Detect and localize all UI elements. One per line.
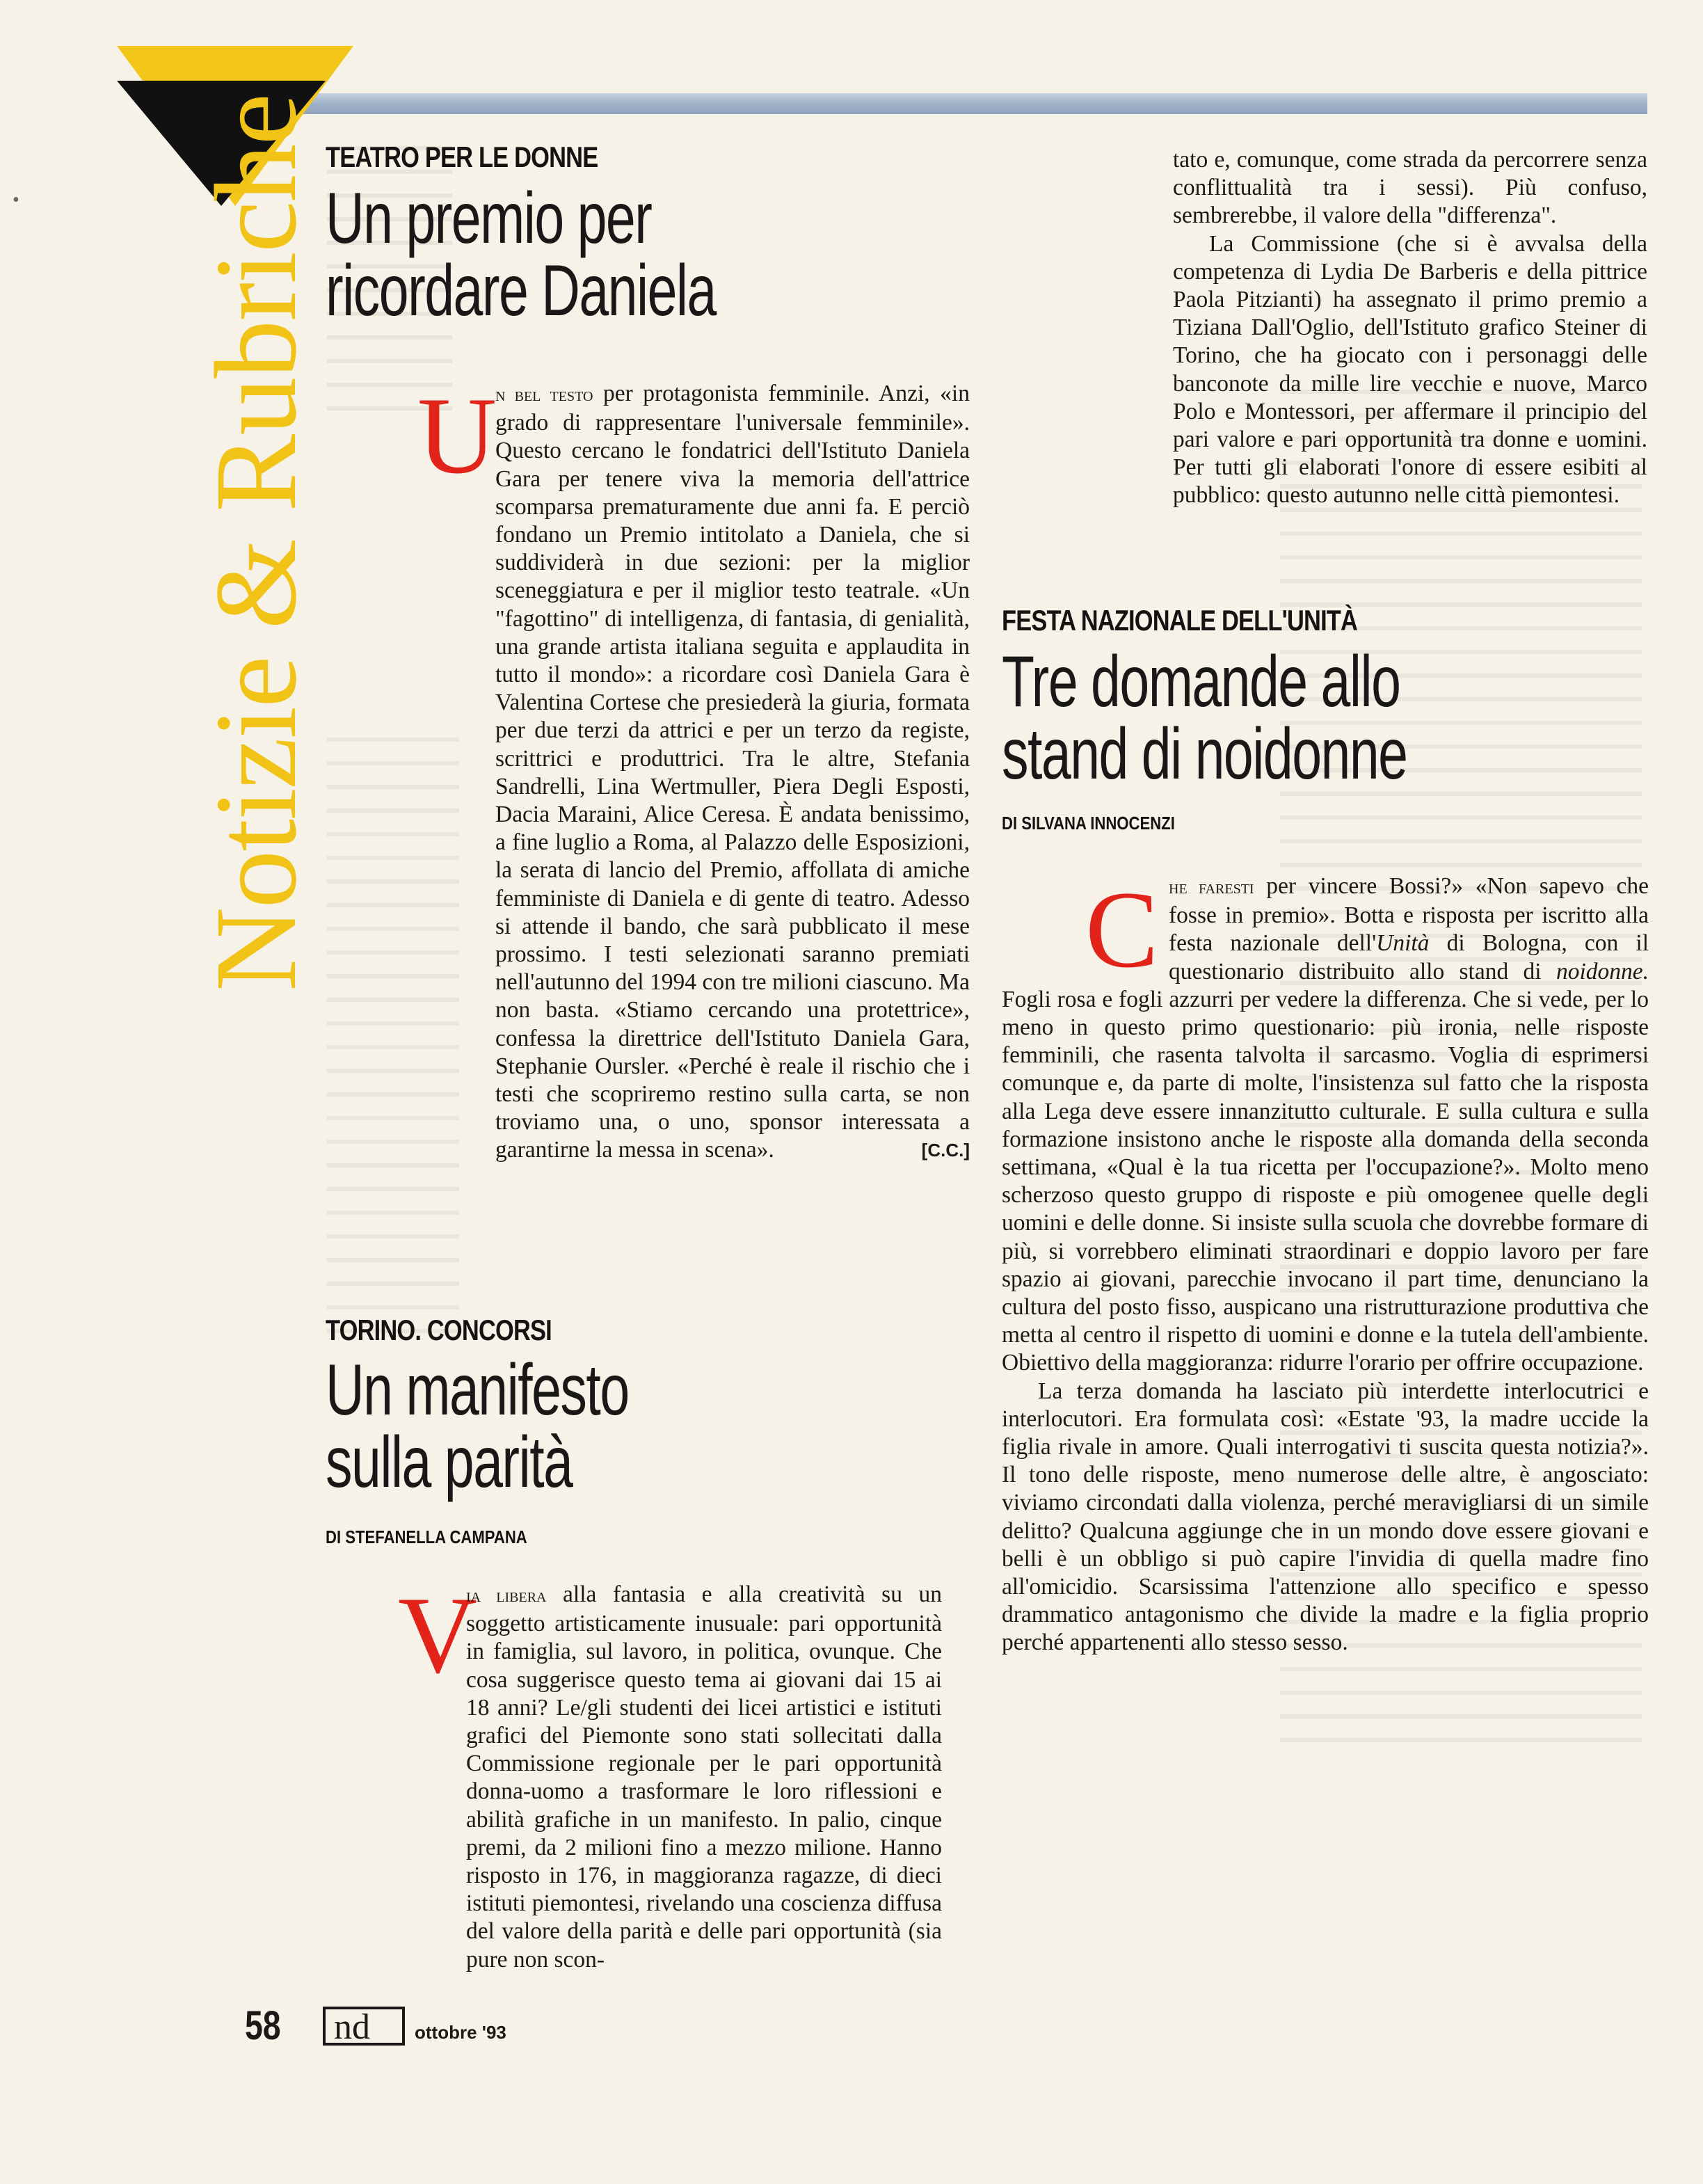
article1-kicker: TEATRO PER LE DONNE (326, 141, 598, 173)
headline-line: Un premio per (326, 178, 652, 259)
article3-body (1002, 869, 1649, 1657)
magazine-logo (323, 2007, 405, 2046)
headline-line: Tre domande allo (1002, 641, 1400, 722)
article2-dropcap: V (398, 1575, 478, 1696)
article3-body-c: Fogli rosa e fogli azzurri per vedere la differenza. Che si vede, per lo meno in questo primo questionario: più ironia, nelle risposte femminili, che rasenta talvolta il sarcasmo. Voglia di esprimersi comunque e, da parte di molte, l'insistenza sul fatto che la risposta alla Lega deve essere innanzitutto culturale. E sulla cultura e sulla formazione insistono anche le risposte alla domanda della seconda settimana, «Qual è la tua ricetta per l'occupazione?». Molto meno scherzoso questo gruppo di risposte e più omogenee quelle degli uomini e delle donne. Si insiste sulla scuola che dovrebbe formare di più, si vorrebbero eliminati straordinari e doppio lavoro per fare spazio ai giovani, parecchie invocano il part time, denunciano la cultura del posto fisso, auspicano una ristrutturazione produttiva che metta al centro il rispetto di uomini e donne e la tutela dell'ambiente. Obiettivo della maggioranza: ridurre l'orario per offrire occupazione. (1002, 986, 1649, 1376)
page-number: 58 (245, 2003, 281, 2048)
article3-body-a: per vincere Bossi?» «Non sapevo che fosse in premio». Botta e risposta per iscritto alla festa nazionale dell' (1169, 873, 1649, 957)
header-rule-bar (209, 93, 1647, 114)
section-title-text: Notizie & Rubriche (191, 95, 321, 991)
article2-kicker: TORINO. CONCORSI (326, 1314, 552, 1346)
logo-text: nd (334, 2007, 370, 2047)
headline-line: Un manifesto (326, 1350, 629, 1430)
continuation-text: tato e, comunque, come strada da percorrere senza conflittualità tra i sessi). Più confuso, sembrerebbe, il valore della "differenza". (1173, 147, 1647, 229)
italic-noidonne: noidonne. (1556, 958, 1649, 985)
bleed-through-texture (327, 738, 459, 1350)
dropcap-spacer (1002, 869, 1169, 991)
issue-date: ottobre '93 (415, 2022, 506, 2043)
scan-mark: • (13, 189, 19, 211)
article2-headline (326, 1350, 629, 1503)
article3-paragraph2: La terza domanda ha lasciato più interdette interlocutrici e interlocutori. Era formulata così: «Estate '93, la madre uccide la figlia rivale in amore. Quali interrogativi ti suscita questa notizia?». Il tono delle risposte, meno numerose delle altre, è angosciato: viviamo circondati dalla violenza, perché meravigliarsi di un simile delitto? Qualcuna aggiunge che in un mondo dove essere giovani e belli è un obbligo si può capire l'invidia di quella madre fino all'omicidio. Scarsissima l'attenzione allo specifico e spesso drammatico antagonismo che divide la madre e la figlia proprio perché appartenenti allo stesso sesso. (1002, 1378, 1649, 1656)
article2-body-text: alla fantasia e alla creatività su un soggetto artisticamente inusuale: pari opportunità in famiglia, sul lavoro, in politica, ovunque. Che cosa suggerisce questo tema ai giovani dai 15 ai 18 anni? Le/gli studenti dei licei artistici e istituti grafici del Piemonte sono stati sollecitati dalla Commissione regionale per le pari opportunità donna-uomo a trasformare le loro riflessioni e abilità grafiche in un manifesto. In palio, cinque premi, da 2 milioni fino a mezzo milione. Hanno risposto in 176, in maggioranza ragazze, di dieci istituti piemontesi, rivelando una coscienza diffusa del valore della parità e delle pari opportunità (sia pure non scon- (466, 1581, 942, 1972)
article1-body-text: per protagonista femminile. Anzi, «in grado di rappresentare l'universale femminile». Questo cercano le fondatrici dell'Istituto Daniela Gara per tenere viva la memoria dell'attrice scomparsa prematuramente due anni fa. E perciò fondano un Premio intitolato a Daniela, che si suddividerà in due sezioni: per la miglior sceneggiatura e per il miglior testo teatrale. «Un "fagottino" di intelligenza, di fantasia, di genialità, una grande artista italiana seguita e applaudita in tutto il mondo»: a ricordare così Daniela Gara è Valentina Cortese che presiederà la giuria, formata per due terzi da attrici e per un terzo da registe, scrittrici e produttrici. Tra le altre, Stefania Sandrelli, Lina Wertmuller, Piera Degli Esposti, Dacia Maraini, Alice Ceresa. È andata benissimo, a fine luglio a Roma, al Palazzo delle Esposizioni, la serata di lancio del Premio, affollata di amiche femministe di Daniela e di gente di teatro. Adesso si attende il bando, che sarà pubblicato il mese prossimo. I testi selezionati saranno premiati nell'autunno del 1994 con tre milioni ciascuno. Ma non basta. «Stiamo cercando una protettrice», confessa la direttrice dell'Istituto Daniela Gara, Stephanie Oursler. «Perché è reale il rischio che i testi che scopriremo restino sulla carta, se non troviamo una, o uno, sponsor interessata a garantirne la messa in scena». (495, 381, 970, 1163)
article3-headline (1002, 641, 1407, 795)
lead-in: ia libera (466, 1585, 547, 1607)
article1-body (495, 380, 970, 1165)
article3-kicker: FESTA NAZIONALE DELL'UNITÀ (1002, 604, 1358, 637)
lead-in: n bel testo (495, 384, 593, 406)
article3-dropcap: C (1085, 869, 1159, 991)
lead-in: he faresti (1169, 877, 1254, 898)
article2-byline: DI STEFANELLA CAMPANA (326, 1527, 527, 1547)
article2-body (466, 1581, 942, 1974)
section-vertical-title (152, 95, 321, 1044)
article1-signature: [C.C.] (921, 1140, 970, 1161)
article2-continuation (1173, 146, 1647, 510)
headline-line: ricordare Daniela (326, 250, 716, 331)
article3-body-b: di Bologna, con il questionario distribuito allo stand di (1169, 930, 1649, 985)
article1-headline (326, 178, 716, 331)
article3-byline: DI SILVANA INNOCENZI (1002, 813, 1175, 834)
headline-line: sulla parità (326, 1422, 573, 1503)
article1-dropcap: U (417, 375, 497, 497)
italic-unita: Unità (1376, 930, 1430, 957)
headline-line: stand di noidonne (1002, 714, 1407, 795)
article2-paragraph2: La Commissione (che si è avvalsa della competenza di Lydia De Barberis e della pittrice Paola Pitzianti) ha assegnato il primo premio a Tiziana Dall'Oglio, dell'Istituto grafico Steiner di Torino, che ha giocato con i personaggi delle banconote da mille lire vecchie e nuove, Marco Polo e Montessori, per affermare il principio del pari valore e pari opportunità tra donne e uomini. Per tutti gli elaborati l'onore di essere esibiti al pubblico: questo autunno nelle città piemontesi. (1173, 230, 1647, 509)
